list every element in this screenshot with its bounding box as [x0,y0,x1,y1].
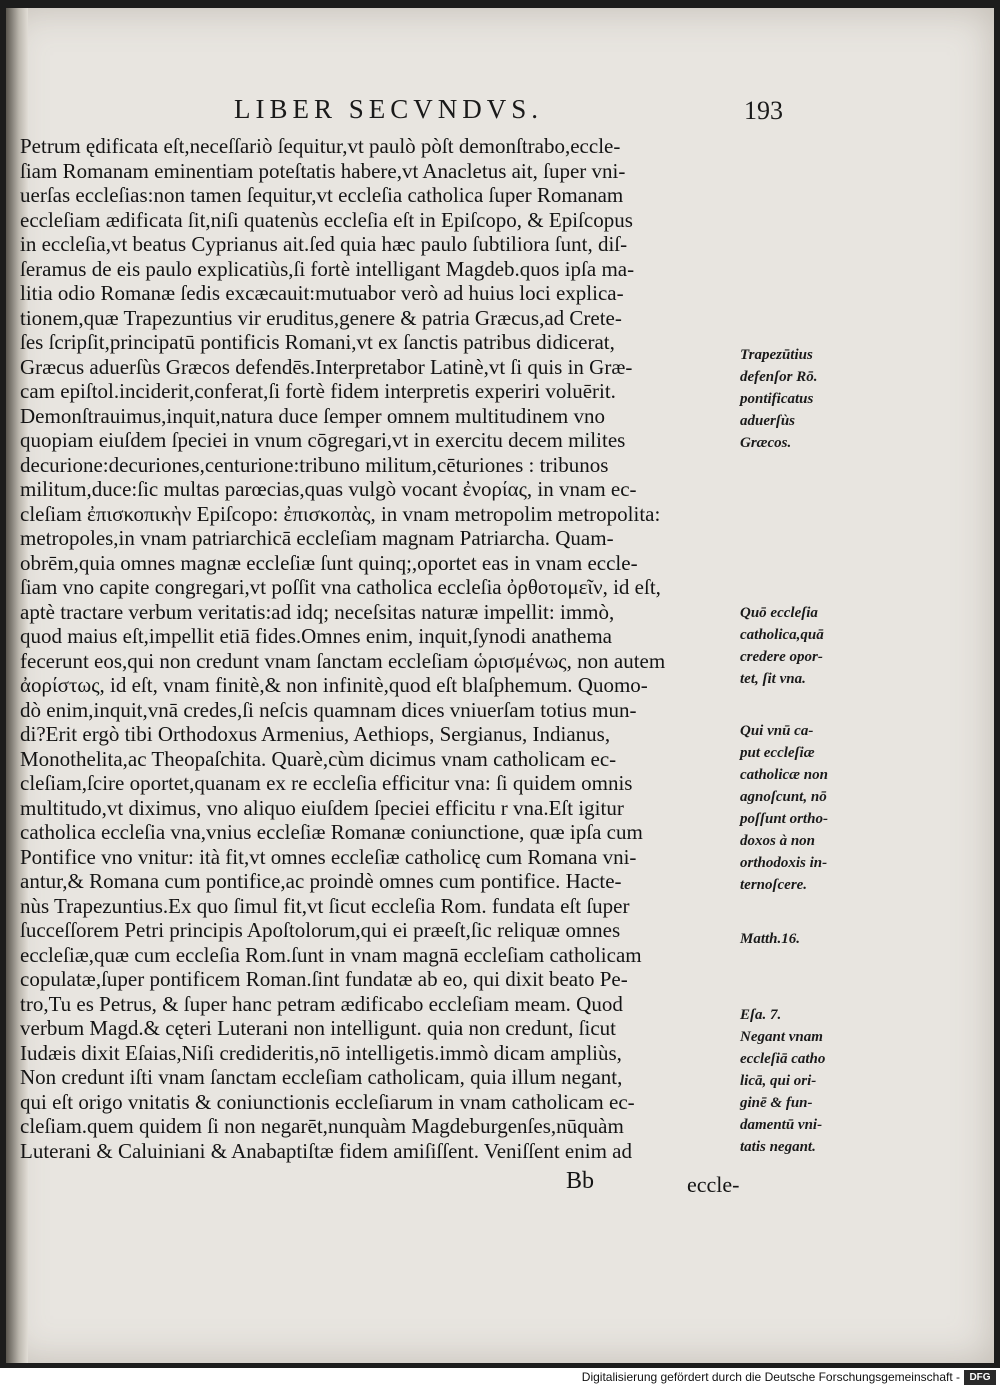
text-line: quod maius eſt,impellit etiā fides.Omnes enim, inquit,ſynodi anathema [20,624,612,648]
margin-note-line: tet, ſit vna. [740,671,806,687]
text-line: tionem,quæ Trapezuntius vir eruditus,genere & patria Græcus,ad Crete- [20,305,622,330]
main-text-block [20,134,742,1163]
text-line: ſucceſſorem Petri principis Apoſtolorum,qui ei præeſt,ſic reliquæ omnes [20,918,621,942]
margin-note-line: licā, qui ori- [740,1073,817,1089]
margin-note-line: Græcos. [740,435,792,451]
margin-note-line: eccleſiā catho [740,1051,826,1067]
text-line: Græcus aduerſùs Græcos defendēs.Interpretabor Latinè,vt ſi quis in Græ- [20,354,633,379]
margin-note-line: tatis negant. [740,1139,816,1155]
margin-note-line: put eccleſiæ [740,745,815,761]
text-line: ἀορίστως, id eſt, vnam finitè,& non infinitè,quod eſt blaſphemum. Quomo- [20,673,648,697]
signature-mark: Bb [566,1168,595,1194]
text-line: militum,duce:ſic multas parœcias,quas vulgò vocant ἐνορίας, in vnam ec- [20,477,637,501]
text-line: cleſiam.quem quidem ſi non negarēt,nunquàm Magdeburgenſes,nūquàm [20,1114,624,1138]
margin-note-line: defenſor Rō. [740,369,818,385]
text-line: ſes ſcripſit,principatū pontificis Romani,vt ex ſanctis patribus didicerat, [20,330,615,354]
text-line: Demonſtrauimus,inquit,natura duce ſemper omnem multitudinem vno [20,403,605,428]
text-line: eccleſiæ,quæ cum eccleſia Rom.ſunt in vnam magnā eccleſiam catholicam [20,942,642,967]
text-line: fecerunt eos,qui non credunt vnam ſanctam eccleſiam ὡρισμένως, non autem [20,648,666,673]
margin-note-line: Negant vnam [740,1029,823,1045]
footer-credit: Digitalisierung gefördert durch die Deutsche Forschungsgemeinschaft - [581,1370,960,1384]
margin-note-line: catholicæ non [740,767,828,783]
margin-note-line: catholica,quā [740,627,824,643]
text-line: ſeramus de eis paulo explicatiùs,ſi fortè intelligant Magdeb.quos ipſa ma- [20,256,635,281]
text-line: nùs Trapezuntius.Ex quo ſimul fit,vt ſicut eccleſia Rom. fundata eſt ſuper [20,893,630,918]
text-line: multitudo,vt diximus, vno aliquo eiuſdem ſpeciei efficitu r vna.Eſt igitur [20,795,624,820]
margin-note-line: pontificatus [740,391,814,407]
margin-note-line: poſſunt ortho- [740,811,828,827]
text-line: cam epiſtol.inciderit,conferat,ſi fortè fidem interpretis experiri voluērit. [20,379,616,403]
text-line: Petrum ędificata eſt,neceſſariò ſequitur,vt paulò pòſt demonſtrabo,eccle- [20,134,621,158]
footer-bar [0,1368,1000,1388]
page-number: 193 [744,96,783,125]
text-line: decurione:decuriones,centurione:tribuno militum,cēturiones : tribunos [20,452,609,477]
text-line: eccleſiam ædificata ſit,niſi quatenùs eccleſia eſt in Epiſcopo, & Epiſcopus [20,207,633,232]
margin-note-trapezuntius [740,344,858,454]
text-line: di?Erit ergò tibi Orthodoxus Armenius, Aethiops, Sergianus, Indianus, [20,722,611,746]
text-line: ſiam vno capite congregari,vt poſſit vna catholica eccleſia ὀρθοτομεῖν, id eſt, [20,575,661,599]
text-line: Pontifice vno vnitur: ità fit,vt omnes eccleſiæ catholicę cum Romana vni- [20,844,637,869]
margin-note-line: Trapezūtius [740,347,813,363]
margin-note-isaiah [740,1004,858,1158]
running-title: LIBER SECVNDVS. [234,94,544,124]
margin-note-line: ginē & fun- [740,1095,813,1111]
text-line: Luterani & Caluiniani & Anabaptiſtæ fidem amiſiſſent. Veniſſent enim ad [20,1138,632,1163]
text-line: qui eſt origo vnitatis & coniunctionis eccleſiarum in vnam catholicam ec- [20,1089,635,1114]
text-line: cleſiam ἐπισκοπικὴν Epiſcopo: ἐπισκοπὰς, in vnam metropolim metropolita: [20,501,661,526]
text-line: aptè tractare verbum veritatis:ad idq; neceſsitas naturæ impellit: immò, [20,599,615,624]
text-line: tro,Tu es Petrus, & ſuper hanc petram ædificabo eccleſiam meam. Quod [20,991,623,1016]
book-page [6,8,994,1363]
margin-note-line: credere opor- [740,649,823,665]
dfg-logo: DFG [964,1370,996,1385]
margin-note-line: agnoſcunt, nō [740,789,827,805]
text-line: dò enim,inquit,vnā credes,ſi neſcis quamnam dices vniuerſam totius mun- [20,697,637,722]
margin-note-line: aduerſùs [740,413,796,429]
text-line: ſiam Romanam eminentiam poteſtatis habere,vt Anacletus ait, ſuper vni- [20,158,626,183]
margin-note-line: doxos à non [740,833,816,849]
margin-note-line: Qui vnū ca- [740,723,814,739]
text-line: copulatæ,ſuper pontificem Roman.ſint fundatæ ab eo, qui dixit beato Pe- [20,967,628,991]
text-line: litia odio Romanæ ſedis excæcauit:mutuabor verò ad huius loci explica- [20,281,624,305]
text-line: obrēm,quia omnes magnæ eccleſiæ ſunt quinq;,oportet eas in vnam eccle- [20,550,638,575]
text-line: metropoles,in vnam patriarchicā eccleſiam magnam Patriarcha. Quam- [20,526,614,550]
text-line: Non credunt iſti vnam ſanctam eccleſiam catholicam, quia illum negant, [20,1065,623,1089]
text-line: quopiam eiuſdem ſpeciei in vnum cōgregari,vt in exercitu decem milites [20,428,626,452]
margin-note-line: Quō eccleſia [740,605,818,621]
text-line: uerſas eccleſias:non tamen ſequitur,vt eccleſia catholica ſuper Romanam [20,183,624,207]
margin-note-line: Matth.16. [740,931,801,947]
text-line: catholica eccleſia vna,vnius eccleſiæ Romanæ coniunctione, quæ ipſa cum [20,820,643,844]
text-line: Monothelita,ac Theopaſchita. Quarè,cùm dicimus vnam catholicam ec- [20,746,617,771]
text-line: verbum Magd.& cęteri Luterani non intelligunt. quia non credunt, ſicut [20,1016,617,1040]
text-line: in eccleſia,vt beatus Cyprianus ait.ſed quia hæc paulo ſubtiliora ſunt, diſ- [20,232,628,256]
text-line: cleſiam,ſcire oportet,quanam ex re eccleſia efficitur vna: ſi quidem omnis [20,771,633,795]
margin-note-orthodox [740,720,858,896]
margin-note-line: orthodoxis in- [740,855,828,871]
margin-note-line: damentū vni- [740,1117,823,1133]
margin-note-line: ternoſcere. [740,877,808,893]
margin-note-matthew [740,928,858,950]
text-line: antur,& Romana cum pontifice,ac proindè omnes cum pontifice. Hacte- [20,869,622,893]
margin-note-line: Eſa. 7. [740,1007,782,1023]
text-line: Iudæis dixit Eſaias,Niſi credideritis,nō intelligetis.immò dicam ampliùs, [20,1040,622,1065]
catchword: eccle- [687,1172,740,1197]
margin-note-catholic-church [740,602,858,690]
